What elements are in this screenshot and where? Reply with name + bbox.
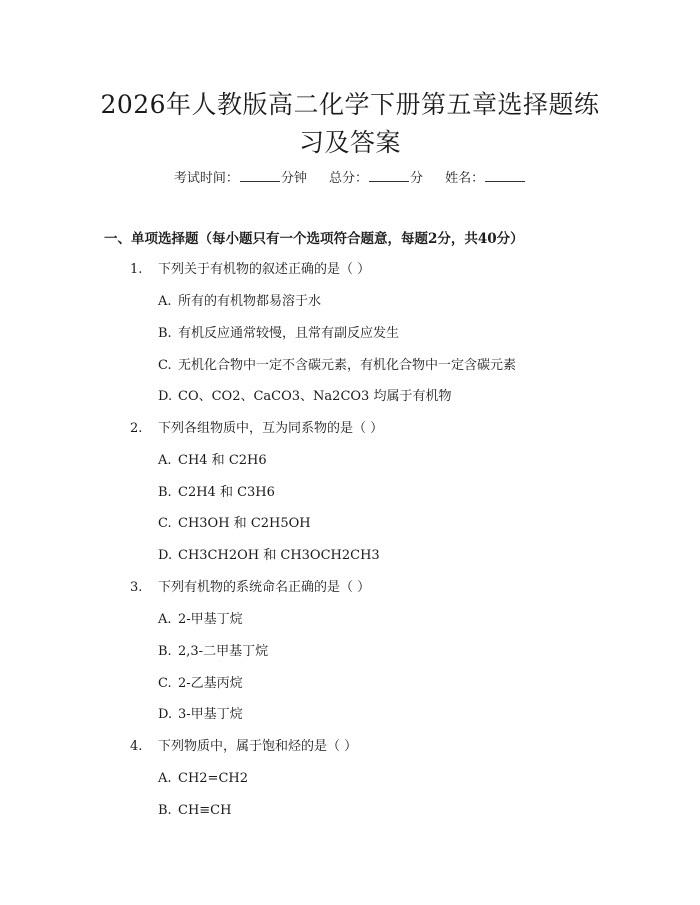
option-letter: B. bbox=[158, 485, 172, 500]
question-number: 3. bbox=[130, 580, 143, 595]
option-1c bbox=[158, 356, 516, 376]
option-4b bbox=[158, 801, 231, 821]
exam-time-label: 考试时间： bbox=[173, 171, 239, 186]
document-title bbox=[90, 86, 610, 162]
question-number: 2. bbox=[130, 421, 143, 436]
option-text: CH4 和 C2H6 bbox=[178, 453, 267, 468]
option-text: 2-甲基丁烷 bbox=[178, 612, 243, 627]
option-text: 2-乙基丙烷 bbox=[178, 676, 243, 691]
option-2a bbox=[158, 451, 267, 471]
option-text: C2H4 和 C3H6 bbox=[178, 485, 275, 500]
total-score-label: 总分： bbox=[328, 171, 368, 186]
option-letter: D. bbox=[158, 389, 173, 404]
option-letter: D. bbox=[158, 707, 173, 722]
option-4a bbox=[158, 769, 248, 789]
exam-time-unit: 分钟 bbox=[280, 171, 307, 186]
question-number: 1. bbox=[130, 262, 143, 277]
option-3a bbox=[158, 610, 243, 630]
option-letter: A. bbox=[158, 771, 172, 786]
option-text: 无机化合物中一定不含碳元素，有机化合物中一定含碳元素 bbox=[178, 358, 517, 373]
total-score-unit: 分 bbox=[410, 171, 424, 186]
title-line-1: 2026年人教版高二化学下册第五章选择题练 bbox=[100, 90, 600, 119]
option-letter: C. bbox=[158, 676, 172, 691]
option-3c bbox=[158, 674, 243, 694]
question-text: 下列物质中，属于饱和烃的是（ ） bbox=[158, 739, 358, 754]
option-1a bbox=[158, 292, 321, 312]
question-3 bbox=[130, 578, 370, 598]
question-text: 下列有机物的系统命名正确的是（ ） bbox=[158, 580, 371, 595]
option-text: CH2=CH2 bbox=[178, 771, 249, 786]
section-heading: 一、单项选择题（每小题只有一个选项符合题意，每题2分，共40分） bbox=[104, 231, 524, 247]
option-text: CH3OH 和 C2H5OH bbox=[178, 516, 311, 531]
option-letter: B. bbox=[158, 803, 172, 818]
question-text: 下列关于有机物的叙述正确的是（ ） bbox=[158, 262, 371, 277]
question-number: 4. bbox=[130, 739, 143, 754]
option-letter: C. bbox=[158, 516, 172, 531]
option-text: 2,3-二甲基丁烷 bbox=[178, 644, 269, 659]
option-letter: C. bbox=[158, 358, 172, 373]
exam-time-blank bbox=[240, 168, 280, 182]
option-2b bbox=[158, 483, 275, 503]
student-name-blank bbox=[485, 168, 525, 182]
option-3d bbox=[158, 705, 243, 725]
option-letter: B. bbox=[158, 644, 172, 659]
option-text: CO、CO2、CaCO3、Na2CO3 均属于有机物 bbox=[178, 389, 452, 404]
option-letter: A. bbox=[158, 453, 172, 468]
question-1 bbox=[130, 260, 370, 280]
option-letter: A. bbox=[158, 612, 172, 627]
option-text: 有机反应通常较慢，且常有副反应发生 bbox=[178, 326, 400, 341]
option-text: 3-甲基丁烷 bbox=[178, 707, 243, 722]
option-3b bbox=[158, 642, 268, 662]
question-2 bbox=[130, 419, 383, 439]
option-2d bbox=[158, 546, 380, 566]
option-letter: D. bbox=[158, 548, 173, 563]
option-2c bbox=[158, 514, 311, 534]
exam-time bbox=[174, 168, 307, 189]
option-text: 所有的有机物都易溶于水 bbox=[178, 294, 322, 309]
option-text: CH≡CH bbox=[178, 803, 232, 818]
question-text: 下列各组物质中，互为同系物的是（ ） bbox=[158, 421, 384, 436]
exam-meta bbox=[0, 168, 700, 189]
total-score-blank bbox=[369, 168, 409, 182]
option-1b bbox=[158, 324, 399, 344]
question-4 bbox=[130, 737, 357, 757]
total-score bbox=[329, 168, 423, 189]
title-line-2: 习及答案 bbox=[298, 128, 401, 157]
student-name bbox=[445, 168, 526, 189]
option-letter: B. bbox=[158, 326, 172, 341]
student-name-label: 姓名： bbox=[445, 171, 485, 186]
option-text: CH3CH2OH 和 CH3OCH2CH3 bbox=[178, 548, 380, 563]
option-letter: A. bbox=[158, 294, 172, 309]
option-1d bbox=[158, 387, 451, 407]
